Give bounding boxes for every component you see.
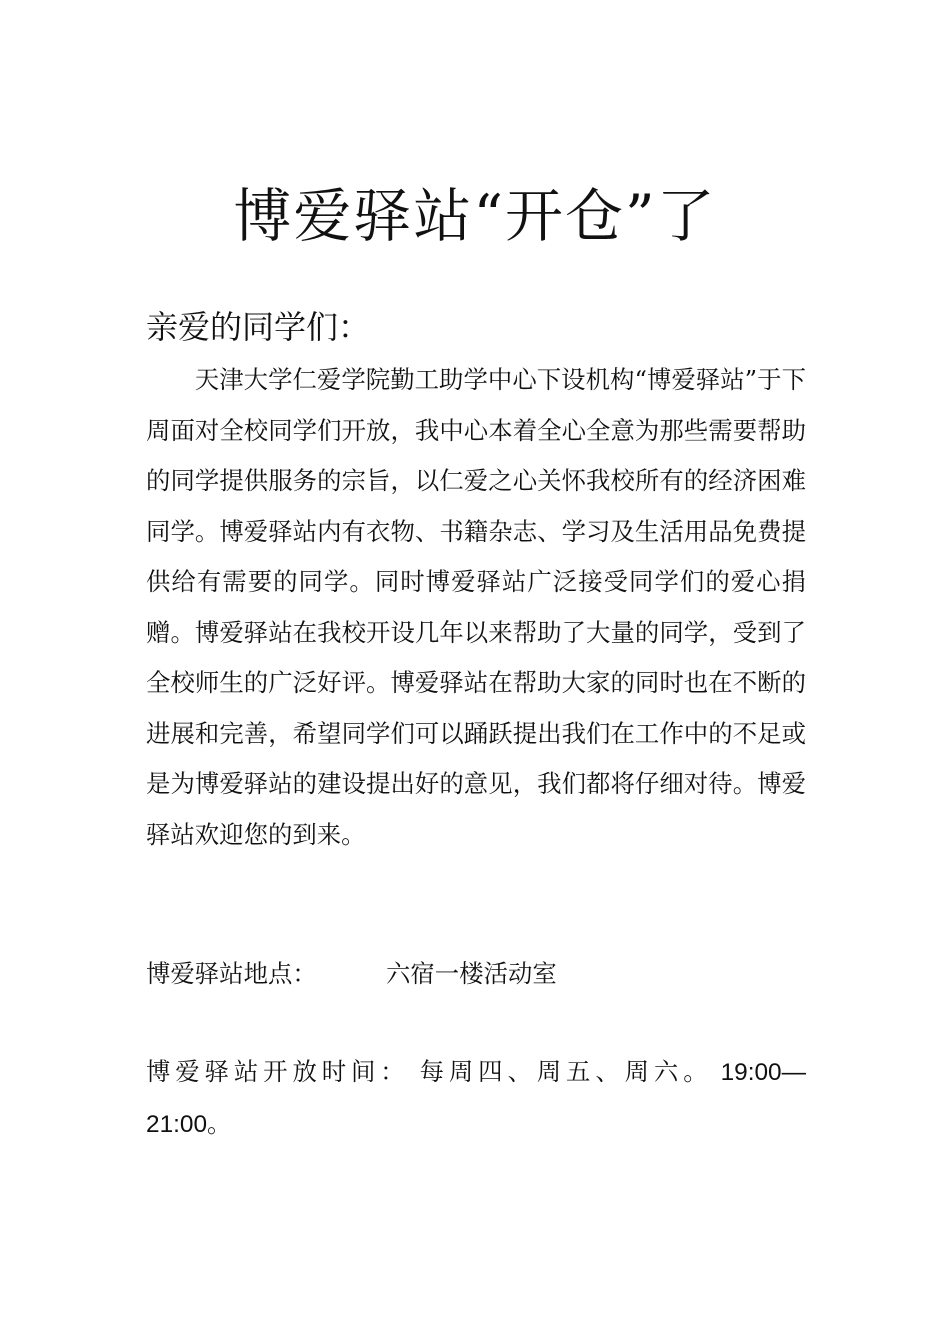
hours-line: [146, 1047, 806, 1150]
location-label: 博爱驿站地点：: [146, 959, 317, 988]
body-paragraph: 天津大学仁爱学院勤工助学中心下设机构“博爱驿站”于下周面对全校同学们开放，我中心本着全心全意为那些需要帮助的同学提供服务的宗旨，以仁爱之心关怀我校所有的经济困难同学。博爱驿站内有衣物、书籍杂志、学习及生活用品免费提供给有需要的同学。同时博爱驿站广泛接受同学们的爱心捐赠。博爱驿站在我校开设几年以来帮助了大量的同学，受到了全校师生的广泛好评。博爱驿站在帮助大家的同时也在不断的进展和完善，希望同学们可以踊跃提出我们在工作中的不足或是为博爱驿站的建设提出好的意见，我们都将仔细对待。博爱驿站欢迎您的到来。: [146, 365, 806, 849]
hours-days: 每周四、周五、周六。: [419, 1057, 713, 1086]
document-title: 博爱驿站“开仓”了: [233, 182, 717, 250]
hours-time: 19:00—21:00: [146, 1059, 806, 1138]
hours-end: 。: [207, 1108, 232, 1138]
location-value: 六宿一楼活动室: [386, 959, 557, 988]
greeting: 亲爱的同学们：: [146, 308, 371, 346]
hours-label: 博爱驿站开放时间：: [146, 1057, 410, 1086]
location-line: [146, 949, 557, 1000]
